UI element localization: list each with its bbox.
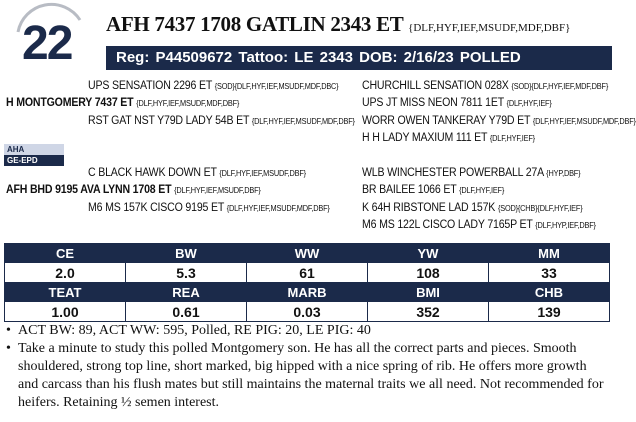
epd-value-cell: 5.3 <box>126 263 247 283</box>
note-text: ACT BW: 89, ACT WW: 595, Polled, RE PIG: 20, LE PIG: 40 <box>18 323 371 338</box>
epd-value-cell: 61 <box>247 263 368 283</box>
pedigree-name: M6 MS 122L CISCO LADY 7165P ET <box>362 219 533 231</box>
pedigree-name: UPS SENSATION 2296 ET <box>88 80 212 92</box>
epd-header-cell: BMI <box>368 283 489 302</box>
pedigree-ssdd <box>362 132 535 144</box>
pedigree-name: H MONTGOMERY 7437 ET <box>6 97 134 109</box>
animal-name-text: AFH 7437 1708 GATLIN 2343 ET <box>106 12 404 36</box>
registration-bar: Reg: P44509672 Tattoo: LE 2343 DOB: 2/16/23 POLLED <box>106 46 612 70</box>
epd-header-cell: CHB <box>489 283 610 302</box>
pedigree-dam-dam <box>88 202 330 214</box>
pedigree-name: BR BAILEE 1066 ET <box>362 184 457 196</box>
pedigree-codes: {DLF,HYF,IEF,MSUDF,MDF,DBF} <box>532 117 636 126</box>
epd-value-row <box>5 263 610 283</box>
pedigree-sire-sire <box>88 80 338 92</box>
epd-value-cell: 1.00 <box>5 302 126 322</box>
pedigree-sssd <box>362 97 552 109</box>
pedigree-codes: {DLF,HYF,IEF,MSUDF,MDF,DBF} <box>226 204 330 213</box>
pedigree-codes: {DLF,HYF,IEF} <box>459 186 505 195</box>
pedigree-name: M6 MS 157K CISCO 9195 ET <box>88 202 224 214</box>
pedigree-ssss <box>362 80 608 92</box>
pedigree-dsss <box>362 167 580 179</box>
pedigree-sire-dam <box>88 115 355 127</box>
bullet-icon: • <box>6 341 11 356</box>
epd-table <box>4 243 610 322</box>
epd-header-cell: WW <box>247 244 368 263</box>
pedigree-codes: {SOD}{CHB}{DLF,HYF,IEF} <box>497 204 583 213</box>
pedigree-name: WORR OWEN TANKERAY Y79D ET <box>362 115 531 127</box>
epd-value-cell: 108 <box>368 263 489 283</box>
pedigree-name: K 64H RIBSTONE LAD 157K <box>362 202 496 214</box>
pedigree-dssd <box>362 184 504 196</box>
epd-value-cell: 352 <box>368 302 489 322</box>
epd-value-cell: 0.03 <box>247 302 368 322</box>
animal-name-codes: {DLF,HYF,IEF,MSUDF,MDF,DBF} <box>408 22 571 34</box>
epd-header-cell: REA <box>126 283 247 302</box>
epd-header-cell: BW <box>126 244 247 263</box>
epd-value-cell: 2.0 <box>5 263 126 283</box>
pedigree-name: AFH BHD 9195 AVA LYNN 1708 ET <box>6 184 172 196</box>
pedigree-name: UPS JT MISS NEON 7811 1ET <box>362 97 504 109</box>
pedigree-codes: {DLF,HYF,IEF} <box>506 99 552 108</box>
aha-badge-bottom: GE-EPD <box>4 155 64 166</box>
pedigree-codes: {DLF,HYP,IEF,DBF} <box>535 221 596 230</box>
epd-value-cell: 33 <box>489 263 610 283</box>
epd-header-cell: MARB <box>247 283 368 302</box>
epd-value-cell: 139 <box>489 302 610 322</box>
epd-header-cell: CE <box>5 244 126 263</box>
pedigree-codes: {HYP,DBF} <box>546 169 581 178</box>
lot-badge <box>4 4 104 70</box>
epd-header-row <box>5 283 610 302</box>
pedigree-dam <box>6 184 261 196</box>
epd-value-cell: 0.61 <box>126 302 247 322</box>
pedigree-dam-sire <box>88 167 306 179</box>
pedigree-name: WLB WINCHESTER POWERBALL 27A <box>362 167 544 179</box>
bullet-icon: • <box>6 323 11 338</box>
pedigree-codes: {DLF,HYF,IEF} <box>489 134 535 143</box>
pedigree-name: H H LADY MAXIUM 111 ET <box>362 132 488 144</box>
epd-header-cell: YW <box>368 244 489 263</box>
pedigree-codes: {DLF,HYF,IEF,MSUDF,MDF,DBF} <box>251 117 355 126</box>
pedigree-codes: {DLF,HYF,IEF,MSUDF,DBF} <box>174 186 261 195</box>
pedigree-name: RST GAT NST Y79D LADY 54B ET <box>88 115 250 127</box>
epd-header-row <box>5 244 610 263</box>
notes-list <box>6 322 606 412</box>
animal-name <box>106 12 612 37</box>
epd-header-cell: MM <box>489 244 610 263</box>
pedigree-ddsd <box>362 219 596 231</box>
note-text: Take a minute to study this polled Montgomery son. He has all the correct parts and pieces. Smooth shouldered, strong top line, short marked, big hipped with a nice spring of rib. He offers more growth and carcass than his flush mates but still maintains the maternal traits we all need. Not recommended for heifers. Retaining ½ semen interest. <box>18 341 604 410</box>
pedigree-name: C BLACK HAWK DOWN ET <box>88 167 217 179</box>
lot-number: 22 <box>22 17 72 70</box>
epd-value-row <box>5 302 610 322</box>
pedigree-codes: {DLF,HYF,IEF,MSUDF,MDF,DBF} <box>136 99 240 108</box>
note-item <box>6 340 606 412</box>
pedigree-codes: {SOD}{DLF,HYF,IEF,MSUDF,MDF,DBC} <box>214 82 339 91</box>
aha-ge-epd-badge <box>4 144 64 166</box>
epd-header-cell: TEAT <box>5 283 126 302</box>
aha-badge-top: AHA <box>4 144 64 155</box>
pedigree-codes: {SOD}{DLF,HYF,IEF,MDF,DBF} <box>511 82 609 91</box>
pedigree-ssds <box>362 115 636 127</box>
pedigree-sire <box>6 97 239 109</box>
pedigree-name: CHURCHILL SENSATION 028X <box>362 80 509 92</box>
pedigree-ddss <box>362 202 582 214</box>
note-item <box>6 322 606 340</box>
pedigree-codes: {DLF,HYF,IEF,MSUDF,DBF} <box>219 169 306 178</box>
